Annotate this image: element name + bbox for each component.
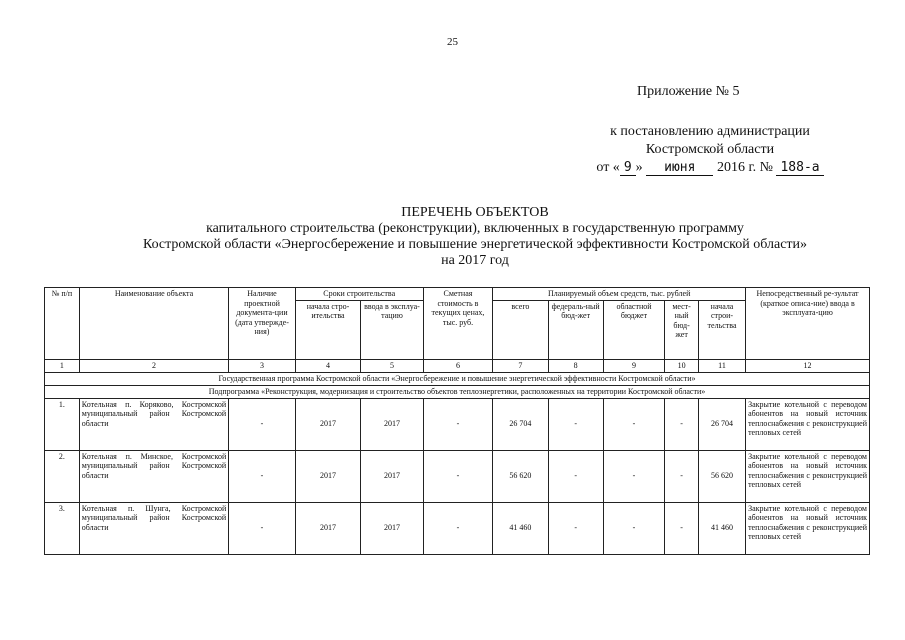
row-num: 2. <box>45 450 80 502</box>
row-num: 1. <box>45 398 80 450</box>
decree-prefix: от « <box>596 160 620 175</box>
row-cost: - <box>423 398 493 450</box>
row-federal: - <box>548 398 603 450</box>
row-constr-start: 41 460 <box>698 502 745 554</box>
col-number: 10 <box>665 359 699 372</box>
header-start: начала стро-ительства <box>295 300 361 359</box>
col-number: 7 <box>493 359 548 372</box>
col-number: 9 <box>603 359 664 372</box>
row-cost: - <box>423 450 493 502</box>
table-row <box>45 450 870 502</box>
col-number: 2 <box>79 359 228 372</box>
page-number: 25 <box>447 36 458 48</box>
header-name: Наименование объекта <box>79 288 228 360</box>
header-local: мест-ный бюд-жет <box>665 300 699 359</box>
row-federal: - <box>548 450 603 502</box>
col-number: 4 <box>295 359 361 372</box>
header-cost: Сметная стоимость в текущих ценах, тыс. руб. <box>423 288 493 360</box>
header-commission: ввода в эксплуа-тацию <box>361 300 423 359</box>
row-total: 26 704 <box>493 398 548 450</box>
decree-line-2: Костромской области <box>645 142 775 157</box>
subprogram-title: Подпрограмма «Реконструкция, модернизация и строительство объектов теплоэнергетики, расположенных на территории Костромской области» <box>45 385 870 398</box>
row-local: - <box>665 450 699 502</box>
row-result: Закрытие котельной с переводом абонентов на новый источник теплоснабжения с реконструкцией тепловых сетей <box>746 502 870 554</box>
decree-number: 188-а <box>776 160 823 176</box>
row-constr-start: 26 704 <box>698 398 745 450</box>
row-cost: - <box>423 502 493 554</box>
heading-line-2: капитального строительства (реконструкции), включенных в государственную программу <box>206 221 744 236</box>
row-result: Закрытие котельной с переводом абонентов на новый источник теплоснабжения с реконструкцией тепловых сетей <box>746 398 870 450</box>
row-regional: - <box>603 398 664 450</box>
header-terms: Сроки строительства <box>295 288 423 301</box>
decree-year: 2016 г. № <box>716 160 773 175</box>
row-local: - <box>665 398 699 450</box>
row-docs: - <box>229 450 296 502</box>
program-row <box>45 372 870 385</box>
header-funds: Планируемый объем средств, тыс. рублей <box>493 288 746 301</box>
heading-line-1: ПЕРЕЧЕНЬ ОБЪЕКТОВ <box>401 205 549 220</box>
row-regional: - <box>603 450 664 502</box>
row-federal: - <box>548 502 603 554</box>
header-federal: федераль-ный бюд-жет <box>548 300 603 359</box>
column-numbers-row <box>45 359 870 372</box>
col-number: 1 <box>45 359 80 372</box>
row-docs: - <box>229 398 296 450</box>
decree-month: июня <box>646 160 713 176</box>
header-result: Непосредственный ре-зультат (краткое описа-ние) ввода в эксплуата-цию <box>746 288 870 360</box>
row-name: Котельная п. Шунга, Костромской муниципальный район Костромской области <box>79 502 228 554</box>
col-number: 5 <box>361 359 423 372</box>
decree-line-1: к постановлению администрации <box>610 124 810 139</box>
row-local: - <box>665 502 699 554</box>
row-name: Котельная п. Коряково, Костромской муниципальный район Костромской области <box>79 398 228 450</box>
document-heading <box>0 205 905 269</box>
row-total: 56 620 <box>493 450 548 502</box>
row-commission: 2017 <box>361 398 423 450</box>
row-start: 2017 <box>295 502 361 554</box>
row-constr-start: 56 620 <box>698 450 745 502</box>
row-total: 41 460 <box>493 502 548 554</box>
col-number: 11 <box>698 359 745 372</box>
row-docs: - <box>229 502 296 554</box>
header-regional: областной бюджет <box>603 300 664 359</box>
row-num: 3. <box>45 502 80 554</box>
header-constr-start: начала строи-тельства <box>698 300 745 359</box>
row-commission: 2017 <box>361 502 423 554</box>
header-docs: Наличие проектной документа-ции (дата утвержде-ния) <box>229 288 296 360</box>
table-row <box>45 502 870 554</box>
col-number: 12 <box>746 359 870 372</box>
col-number: 8 <box>548 359 603 372</box>
col-number: 3 <box>229 359 296 372</box>
decree-reference <box>560 123 860 177</box>
heading-line-3: Костромской области «Энергосбережение и повышение энергетической эффективности Костромской области» <box>142 237 808 252</box>
table-row <box>45 398 870 450</box>
header-num: № п/п <box>45 288 80 360</box>
header-total: всего <box>493 300 548 359</box>
objects-table <box>44 287 870 555</box>
row-start: 2017 <box>295 398 361 450</box>
heading-line-4: на 2017 год <box>441 253 509 268</box>
decree-day: 9 <box>620 160 636 176</box>
decree-date-line <box>560 159 860 177</box>
row-regional: - <box>603 502 664 554</box>
row-commission: 2017 <box>361 450 423 502</box>
row-name: Котельная п. Минское, Костромской муниципальный район Костромской области <box>79 450 228 502</box>
decree-mid: » <box>635 160 643 175</box>
col-number: 6 <box>423 359 493 372</box>
subprogram-row <box>45 385 870 398</box>
program-title: Государственная программа Костромской области «Энергосбережение и повышение энергетической эффективности Костромской области» <box>45 372 870 385</box>
appendix-label: Приложение № 5 <box>637 84 740 99</box>
row-start: 2017 <box>295 450 361 502</box>
row-result: Закрытие котельной с переводом абонентов на новый источник теплоснабжения с реконструкцией тепловых сетей <box>746 450 870 502</box>
